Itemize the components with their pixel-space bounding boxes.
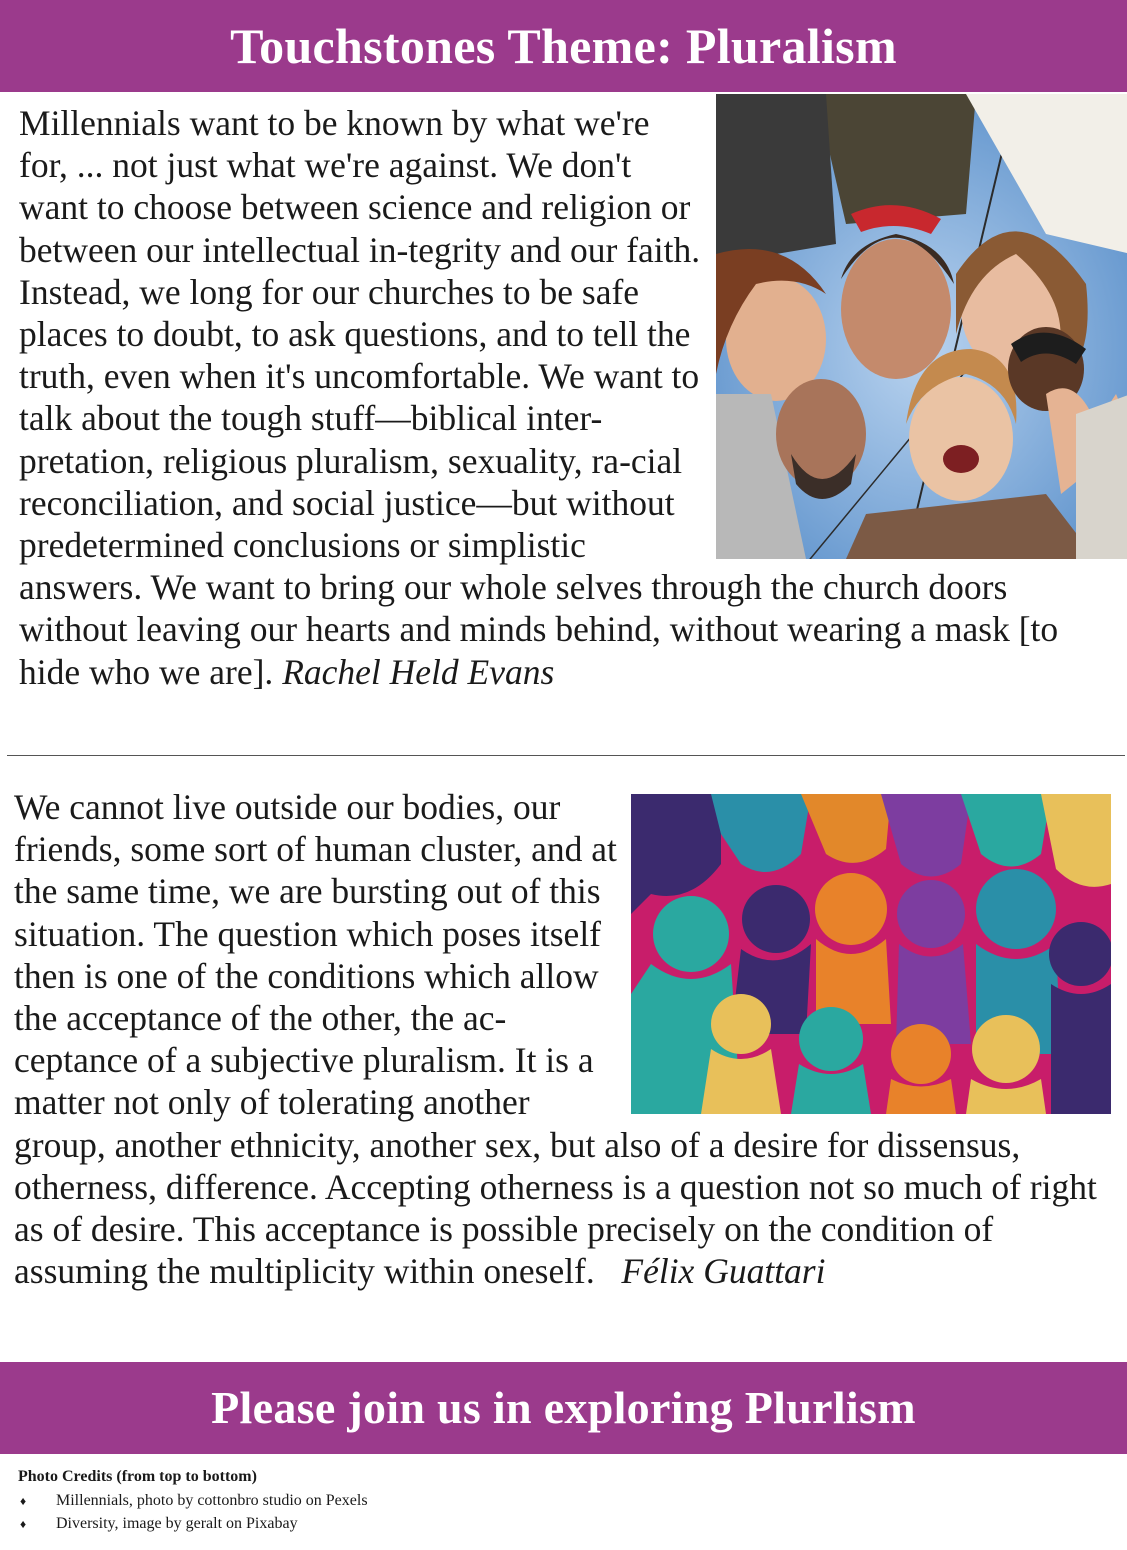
photo-credits <box>18 1468 1108 1538</box>
quote-text: We cannot live outside our bodies, our friends, some sort of human cluster, and at the same time, we are bursting out of this situation. The question which poses itself then is one of the conditions which allow the acceptance of the other, the ac-ceptance of a subjective pluralism. It is a matter not only of tolerating another group, another ethnicity, another sex, but also of a desire for dissensus, otherness, difference. Accepting otherness is a question not so much of right as of desire. This acceptance is possible precisely on the condition of assuming the multiplicity within oneself. <box>14 787 1097 1292</box>
quote-text: Millennials want to be known by what we're for, ... not just what we're against. We don't want to choose between science and religion or between our intellectual in-tegrity and our faith. Instead, we long for our churches to be safe places to doubt, to ask questions, and to tell the truth, even when it's uncomfortable. We want to talk about the tough stuff—biblical inter-pretation, religious pluralism, sexuality, ra-cial reconciliation, and social justice—but without predetermined conclusions or simplistic answers. We want to bring our whole selves through the church doors without leaving our hearts and minds behind, without wearing a mask [to hide who we are]. <box>19 103 1059 692</box>
credit-text: Millennials, photo by cottonbro studio on Pexels <box>56 1492 368 1509</box>
credit-text: Diversity, image by geralt on Pixabay <box>56 1515 298 1532</box>
quote-author: Félix Guattari <box>621 1251 826 1292</box>
credits-title: Photo Credits (from top to bottom) <box>18 1468 257 1485</box>
diamond-bullet-icon: ♦ <box>20 1516 27 1531</box>
list-item <box>18 1492 1108 1510</box>
quote-millennials <box>19 102 1119 693</box>
diamond-bullet-icon: ♦ <box>20 1493 27 1508</box>
diversity-silhouettes-image <box>631 794 1111 1114</box>
friends-circle-photo <box>716 94 1127 559</box>
call-to-action: Please join us in exploring Plurlism <box>0 1362 1127 1454</box>
section-divider <box>7 755 1125 756</box>
quote-guattari <box>14 786 1120 1292</box>
list-item <box>18 1515 1108 1533</box>
quote-author: Rachel Held Evans <box>282 651 555 692</box>
page-title: Touchstones Theme: Pluralism <box>0 0 1127 92</box>
